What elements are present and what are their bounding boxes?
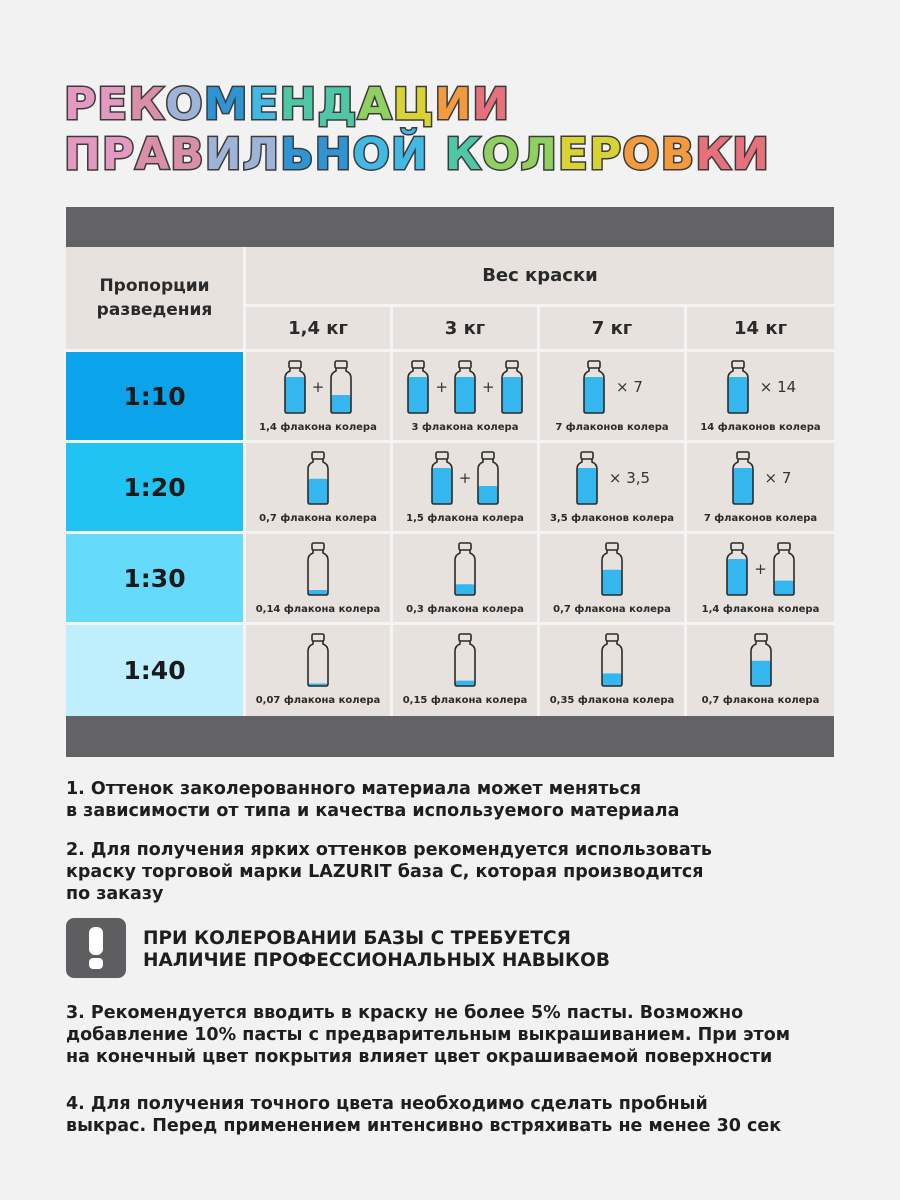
bottle-group — [730, 447, 792, 509]
dosage-cell — [687, 352, 834, 443]
bottle-icon — [725, 359, 751, 415]
bottle-icon — [724, 541, 750, 597]
bottle-group — [452, 629, 478, 691]
note-line: на конечный цвет покрытия влияет цвет окрашиваемой поверхности — [66, 1047, 773, 1067]
plus-sign: + — [458, 469, 472, 487]
warning-line: ПРИ КОЛЕРОВАНИИ БАЗЫ С ТРЕБУЕТСЯ — [143, 928, 571, 949]
bottle-group — [405, 356, 524, 418]
note-1 — [66, 778, 846, 822]
dosage-cell — [393, 443, 540, 534]
bottle-icon — [405, 359, 431, 415]
dosage-label: 1,4 флакона колера — [259, 422, 377, 433]
dosage-label: 1,4 флакона колера — [701, 604, 820, 615]
ratio-cell: 1:10 — [66, 352, 246, 443]
bottle-icon — [452, 359, 478, 415]
note-3 — [66, 1002, 846, 1068]
bottle-icon — [599, 541, 625, 597]
column-header: 14 кг — [687, 307, 834, 352]
multiplier: × 7 — [764, 469, 792, 487]
dosage-label: 14 флаконов колера — [700, 422, 821, 433]
dosage-label: 7 флаконов колера — [703, 513, 818, 524]
plus-sign: + — [754, 560, 767, 578]
multiplier: × 14 — [759, 378, 797, 396]
bottle-group — [581, 356, 643, 418]
bottle-icon — [748, 632, 774, 688]
plus-sign: + — [482, 378, 495, 396]
dosage-label: 1,5 флакона колера — [406, 513, 524, 524]
bottle-icon — [452, 541, 478, 597]
dosage-label: 3,5 флаконов колера — [549, 513, 675, 524]
note-line: краску торговой марки LAZURIT база С, которая производится — [66, 862, 704, 882]
bottle-icon — [599, 632, 625, 688]
bottle-group — [599, 629, 625, 691]
bottle-icon — [452, 632, 478, 688]
bottle-group — [429, 447, 502, 509]
dosage-label: 0,07 флакона колера — [255, 695, 381, 706]
header-paint-weight: Вес краски — [246, 247, 834, 307]
dosage-cell — [393, 352, 540, 443]
bottle-group — [282, 356, 355, 418]
note-line: 2. Для получения ярких оттенков рекомендуется использовать — [66, 840, 712, 860]
bottle-group — [574, 447, 650, 509]
bottle-group — [305, 629, 331, 691]
bottle-group — [305, 447, 331, 509]
dosage-cell — [393, 534, 540, 625]
dosage-label: 7 флаконов колера — [555, 422, 669, 433]
multiplier: × 7 — [616, 378, 643, 396]
bottle-group — [452, 538, 478, 600]
header-proportions: Пропорции разведения — [66, 247, 246, 352]
note-line: 3. Рекомендуется вводить в краску не более 5% пасты. Возможно — [66, 1003, 744, 1023]
bottle-group — [748, 629, 774, 691]
dosage-cell — [687, 443, 834, 534]
ratio-cell: 1:40 — [66, 625, 246, 716]
bottle-icon — [574, 450, 600, 506]
bottle-group — [305, 538, 331, 600]
dosage-cell — [246, 352, 393, 443]
warning-text — [143, 928, 783, 972]
note-2 — [66, 839, 846, 905]
bottle-group — [599, 538, 625, 600]
dosage-cell — [246, 443, 393, 534]
dosage-cell — [540, 625, 687, 716]
bottle-icon — [305, 632, 331, 688]
dosage-label: 0,3 флакона колера — [406, 604, 524, 615]
plus-sign: + — [311, 378, 325, 396]
title-line-1: РЕКОМЕНДАЦИИ — [64, 79, 511, 130]
column-header: 3 кг — [393, 307, 540, 352]
page-title — [64, 80, 854, 180]
bottle-icon — [305, 541, 331, 597]
multiplier: × 3,5 — [608, 469, 651, 487]
note-line: в зависимости от типа и качества используемого материала — [66, 801, 680, 821]
bottle-icon — [730, 450, 756, 506]
dosage-cell — [540, 534, 687, 625]
bottle-icon — [305, 450, 331, 506]
note-line: выкрас. Перед применением интенсивно встряхивать не менее 30 сек — [66, 1116, 782, 1136]
dosage-cell — [540, 443, 687, 534]
ratio-cell: 1:20 — [66, 443, 246, 534]
bottle-icon — [328, 359, 354, 415]
dosage-cell — [393, 625, 540, 716]
dilution-table — [66, 247, 834, 716]
dosage-label: 0,7 флакона колера — [553, 604, 671, 615]
dosage-cell — [687, 534, 834, 625]
column-header: 1,4 кг — [246, 307, 393, 352]
note-line: добавление 10% пасты с предварительным выкрашиванием. При этом — [66, 1025, 791, 1045]
ratio-cell: 1:30 — [66, 534, 246, 625]
dosage-cell — [246, 534, 393, 625]
plus-sign: + — [435, 378, 448, 396]
dosage-label: 0,35 флакона колера — [549, 695, 675, 706]
bottle-icon — [429, 450, 455, 506]
bottle-icon — [499, 359, 525, 415]
note-line: 4. Для получения точного цвета необходимо сделать пробный — [66, 1094, 708, 1114]
dosage-cell — [540, 352, 687, 443]
bottle-icon — [475, 450, 501, 506]
dosage-label: 0,7 флакона колера — [259, 513, 377, 524]
bottle-icon — [581, 359, 607, 415]
dosage-cell — [687, 625, 834, 716]
dosage-cell — [246, 625, 393, 716]
note-line: 1. Оттенок заколерованного материала может меняться — [66, 779, 642, 799]
column-header: 7 кг — [540, 307, 687, 352]
dosage-label: 0,7 флакона колера — [701, 695, 820, 706]
bottle-group — [724, 538, 797, 600]
dosage-label: 0,15 флакона колера — [402, 695, 528, 706]
dilution-table-panel — [66, 207, 834, 757]
title-line-2: ПРАВИЛЬНОЙ КОЛЕРОВКИ — [64, 129, 770, 180]
bottle-icon — [282, 359, 308, 415]
dosage-label: 0,14 флакона колера — [255, 604, 381, 615]
dosage-label: 3 флакона колера — [411, 422, 519, 433]
bottle-icon — [771, 541, 797, 597]
exclamation-icon — [66, 918, 126, 978]
note-4 — [66, 1093, 846, 1137]
note-line: по заказу — [66, 884, 164, 904]
bottle-group — [725, 356, 796, 418]
warning-line: НАЛИЧИЕ ПРОФЕССИОНАЛЬНЫХ НАВЫКОВ — [143, 950, 610, 971]
